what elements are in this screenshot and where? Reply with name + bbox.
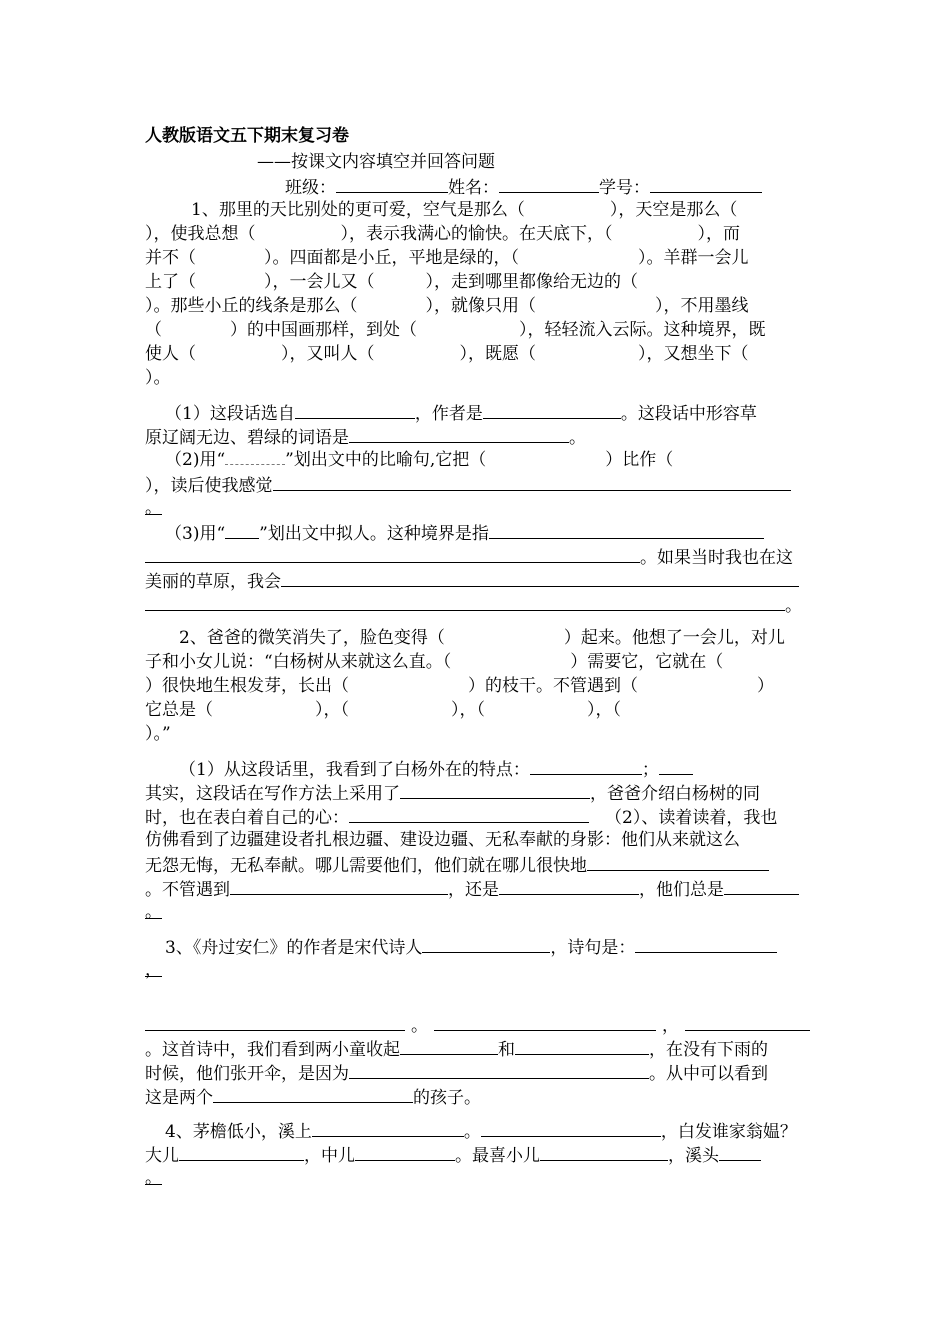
q1-sub3-text: ”划出文中拟人。这种境界是指 — [259, 524, 489, 544]
q2-sub-text: 时，也在表白着自己的心： — [145, 808, 349, 828]
q3-text: 时候，他们张开伞，是因为 — [145, 1064, 349, 1084]
q2-sub-text: 无怨无悔，无私奉献。哪儿需要他们，他们就在哪儿很快地 — [145, 856, 587, 876]
q1-line: 上了（ ），一会儿又（ ），走到哪里都像给无边的（ — [145, 272, 638, 292]
answer-blank[interactable] — [230, 876, 448, 895]
q3-text: ， — [662, 1016, 679, 1036]
q2-sub-text: ，爸爸介绍白杨树的同 — [590, 784, 760, 804]
answer-blank[interactable] — [281, 568, 799, 587]
q1-sub3-text: 。如果当时我也在这 — [640, 548, 793, 568]
q2-sub1 — [145, 756, 810, 780]
q2-sub2: 仿佛看到了边疆建设者扎根边疆、建设边疆、无私奉献的身影：他们从来就这么 — [145, 830, 740, 850]
q1-sub2-end — [145, 496, 810, 520]
q3-text: 。 — [411, 1016, 428, 1036]
student-info — [145, 174, 810, 198]
q1-sub3-text: 美丽的草原，我会 — [145, 572, 281, 592]
answer-blank[interactable] — [213, 1084, 413, 1103]
wavy-underline-sample — [225, 450, 285, 465]
q1-sub3-cont2 — [145, 568, 810, 592]
question-3 — [145, 934, 810, 1108]
q1-sub1-text: （1）这段话选自 — [165, 404, 295, 424]
q1-sub1-cont — [145, 424, 810, 448]
q4-line — [145, 1118, 810, 1142]
q1-sub3-text: 。 — [785, 596, 802, 616]
q2-line: 子和小女儿说：“白杨树从来就这么直。（ ）需要它，它就在（ — [145, 652, 724, 672]
q4-line — [145, 1142, 810, 1166]
answer-blank[interactable] — [400, 1036, 498, 1055]
q1-line: ），使我总想（ ），表示我满心的愉快。在天底下，（ ），而 — [145, 224, 740, 244]
answer-blank[interactable] — [659, 756, 693, 775]
q3-text: ， — [145, 960, 162, 980]
q2-sub-text: 。 — [145, 902, 162, 922]
answer-blank[interactable] — [349, 804, 589, 823]
q2-sub1-cont — [145, 780, 810, 804]
answer-blank[interactable] — [499, 876, 639, 895]
question-2 — [145, 626, 810, 924]
question-4 — [145, 1118, 810, 1190]
q1-sub1-text: 。这段话中形容草 — [620, 404, 757, 424]
q3-text: 这是两个 — [145, 1088, 213, 1108]
q3-text: 3、《舟过安仁》的作者是宋代诗人 — [165, 938, 423, 958]
answer-blank[interactable] — [489, 520, 764, 539]
answer-blank[interactable] — [434, 1012, 656, 1031]
answer-blank[interactable] — [587, 852, 769, 871]
answer-blank[interactable] — [400, 780, 590, 799]
page-subtitle: ——按课文内容填空并回答问题 — [257, 152, 495, 172]
q4-text: 。 — [463, 1122, 481, 1142]
q2-sub-text: ，他们总是 — [639, 880, 724, 900]
q1-sub2-cont — [145, 472, 810, 496]
answer-blank[interactable] — [145, 592, 785, 611]
q3-text: ，在没有下雨的 — [649, 1040, 768, 1060]
q2-sub-text: ； — [641, 760, 659, 780]
q1-sub1-text: 。 — [569, 428, 586, 448]
q4-text: 。 — [145, 1168, 162, 1188]
q2-sub-text: （1）从这段话里，我看到了白杨外在的特点： — [179, 760, 530, 780]
question-1 — [145, 198, 810, 616]
q1-line: ）。 — [145, 368, 171, 388]
q1-sub1-text: ，作者是 — [414, 404, 483, 424]
q1-sub1 — [145, 400, 810, 424]
q2-sub2-cont — [145, 876, 810, 900]
answer-blank[interactable] — [349, 1060, 649, 1079]
q4-text: ，白发谁家翁媪？ — [660, 1122, 797, 1142]
q2-sub-text: （2）、读着读着，我也 — [605, 808, 778, 828]
q1-sub3-end — [145, 592, 810, 616]
name-label: 姓名： — [448, 178, 499, 198]
answer-blank[interactable] — [312, 1118, 464, 1137]
q1-sub2-text: 。 — [145, 498, 162, 518]
q1-line: 1、那里的天比别处的更可爱，空气是那么（ ），天空是那么（ — [191, 200, 738, 220]
answer-blank[interactable] — [355, 1142, 455, 1161]
q1-sub1-text: 原辽阔无边、碧绿的词语是 — [145, 428, 349, 448]
q3-text: ，诗句是： — [550, 938, 636, 958]
q3-line — [145, 1084, 810, 1108]
class-blank[interactable] — [336, 174, 448, 193]
answer-blank[interactable] — [724, 876, 799, 895]
answer-blank[interactable] — [349, 424, 569, 443]
id-blank[interactable] — [650, 174, 762, 193]
q1-sub2-text: ”划出文中的比喻句,它把（ ）比作（ — [285, 450, 674, 470]
underline-sample — [225, 520, 259, 539]
q2-end — [145, 900, 810, 924]
q1-sub2-text: （2)用“ — [165, 450, 226, 470]
q1-line: 并不（ ）。四面都是小丘，平地是绿的，（ ）。羊群一会儿 — [145, 248, 749, 268]
q3-spacer — [145, 982, 810, 1012]
answer-blank[interactable] — [273, 472, 791, 491]
class-label: 班级： — [285, 178, 336, 198]
q1-line: （ ）的中国画那样，到处（ ），轻轻流入云际。这种境界，既 — [145, 320, 766, 340]
q3-text: 。这首诗中，我们看到两小童收起 — [145, 1040, 400, 1060]
q2-sub-text: 其实，这段话在写作方法上采用了 — [145, 784, 400, 804]
q2-sub1-cont — [145, 804, 810, 828]
q2-sub2-cont — [145, 852, 810, 876]
q3-text: 和 — [498, 1040, 515, 1060]
q2-sub-text: ，还是 — [448, 880, 499, 900]
q3-line — [145, 958, 810, 982]
q2-line: 它总是（ ），（ ），（ ），（ — [145, 700, 621, 720]
name-blank[interactable] — [499, 174, 599, 193]
q3-line — [145, 1036, 810, 1060]
answer-blank[interactable] — [145, 1012, 405, 1031]
id-label: 学号： — [599, 178, 650, 198]
q1-sub2 — [145, 448, 810, 472]
answer-blank[interactable] — [515, 1036, 649, 1055]
q4-text: 大儿 — [145, 1146, 179, 1166]
q1-line: ）。那些小丘的线条是那么（ ），就像只用（ ），不用墨线 — [145, 296, 749, 316]
q2-sub-text: 。不管遇到 — [145, 880, 230, 900]
answer-blank[interactable] — [635, 934, 777, 953]
answer-blank[interactable] — [540, 1142, 668, 1161]
q1-line: 使人（ ），又叫人（ ），既愿（ ），又想坐下（ — [145, 344, 749, 364]
q3-line — [145, 1012, 810, 1036]
answer-blank[interactable] — [481, 1118, 661, 1137]
q1-sub3 — [145, 520, 810, 544]
q1-sub2-text: ），读后使我感觉 — [145, 476, 273, 496]
page-title: 人教版语文五下期末复习卷 — [145, 126, 349, 146]
q3-line — [145, 934, 810, 958]
worksheet — [145, 122, 810, 1190]
q2-line: ）很快地生根发芽，长出（ ）的枝干。不管遇到（ ） — [145, 676, 774, 696]
q1-sub3-cont — [145, 544, 810, 568]
answer-blank[interactable] — [295, 400, 415, 419]
q3-text: 的孩子。 — [413, 1088, 481, 1108]
answer-blank[interactable] — [483, 400, 621, 419]
answer-blank[interactable] — [422, 934, 550, 953]
answer-blank[interactable] — [530, 756, 642, 775]
answer-blank[interactable] — [145, 544, 640, 563]
q4-text: ，溪头 — [668, 1146, 719, 1166]
q4-text: ，中儿 — [304, 1146, 355, 1166]
q3-line — [145, 1060, 810, 1084]
q4-text: 4、茅檐低小，溪上 — [165, 1122, 312, 1142]
q3-text: 。从中可以看到 — [649, 1064, 768, 1084]
q4-text: 。最喜小儿 — [455, 1146, 540, 1166]
q4-end — [145, 1166, 810, 1190]
answer-blank[interactable] — [719, 1142, 761, 1161]
q1-sub3-text: （3)用“ — [165, 524, 226, 544]
q2-line: 2、爸爸的微笑消失了，脸色变得（ ）起来。他想了一会儿，对儿 — [179, 628, 785, 648]
answer-blank[interactable] — [179, 1142, 304, 1161]
q2-line: ）。” — [145, 724, 171, 744]
answer-blank[interactable] — [685, 1012, 810, 1031]
